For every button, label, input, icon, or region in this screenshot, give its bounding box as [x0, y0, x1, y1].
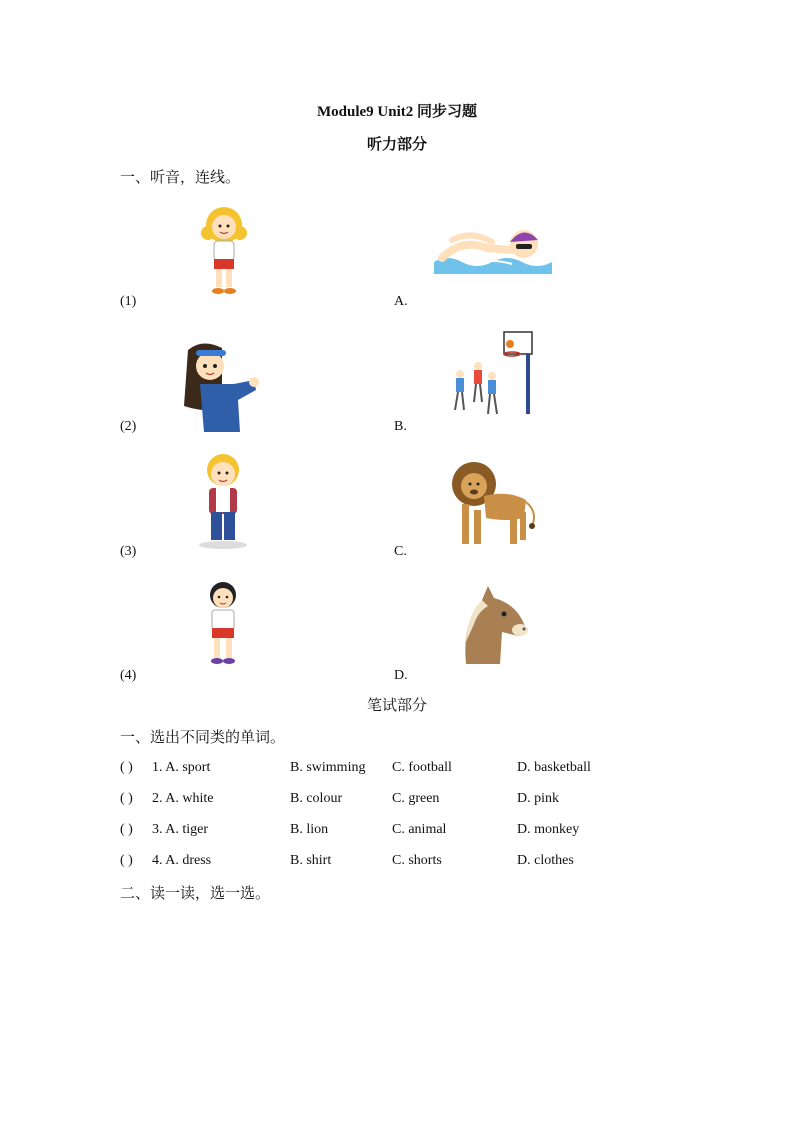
listening-label-a: A. [394, 294, 408, 309]
worksheet-title: Module9 Unit2 同步习题 [316, 104, 477, 120]
option-c: C. animal [392, 822, 447, 837]
listening-part-title: 听力部分 [366, 137, 427, 153]
lion-picture [448, 456, 542, 550]
listening-label-1: (1) [120, 294, 137, 309]
girl-blue-top-picture [182, 340, 260, 434]
horse-picture [458, 582, 530, 666]
writing-section1-heading: 一、选出不同类的单词。 [120, 730, 286, 746]
option-c: C. shorts [392, 853, 442, 868]
listening-label-2: (2) [120, 419, 137, 434]
boy-blond-hair-picture [194, 452, 252, 550]
answer-bracket[interactable]: ( ) [120, 853, 133, 868]
option-d: D. pink [517, 791, 559, 806]
option-a: 2. A. white [152, 791, 214, 806]
question-row [120, 760, 680, 780]
option-a: 1. A. sport [152, 760, 211, 775]
option-b: B. lion [290, 822, 329, 837]
option-d: D. monkey [517, 822, 580, 837]
listening-label-b: B. [394, 419, 407, 434]
listening-label-3: (3) [120, 544, 137, 559]
option-b: B. colour [290, 791, 343, 806]
listening-section-heading: 一、听音，连线。 [120, 170, 241, 186]
basketball-players-picture [450, 330, 538, 418]
writing-part-title: 笔试部分 [366, 698, 427, 714]
option-a: 3. A. tiger [152, 822, 208, 837]
writing-section2-heading: 二、读一读，选一选。 [120, 886, 271, 902]
girl-yellow-hair-picture [198, 205, 250, 297]
option-a: 4. A. dress [152, 853, 212, 868]
option-c: C. football [392, 760, 452, 775]
question-row [120, 791, 680, 811]
answer-bracket[interactable]: ( ) [120, 822, 133, 837]
option-d: D. basketball [517, 760, 591, 775]
option-b: B. shirt [290, 853, 332, 868]
listening-label-d: D. [394, 668, 408, 683]
boy-dark-hair-picture [202, 580, 244, 666]
listening-label-c: C. [394, 544, 407, 559]
question-row [120, 853, 680, 873]
answer-bracket[interactable]: ( ) [120, 760, 133, 775]
swimmer-picture [432, 218, 554, 276]
option-c: C. green [392, 791, 440, 806]
option-d: D. clothes [517, 853, 574, 868]
answer-bracket[interactable]: ( ) [120, 791, 133, 806]
option-b: B. swimming [290, 760, 366, 775]
question-row [120, 822, 680, 842]
listening-label-4: (4) [120, 668, 137, 683]
